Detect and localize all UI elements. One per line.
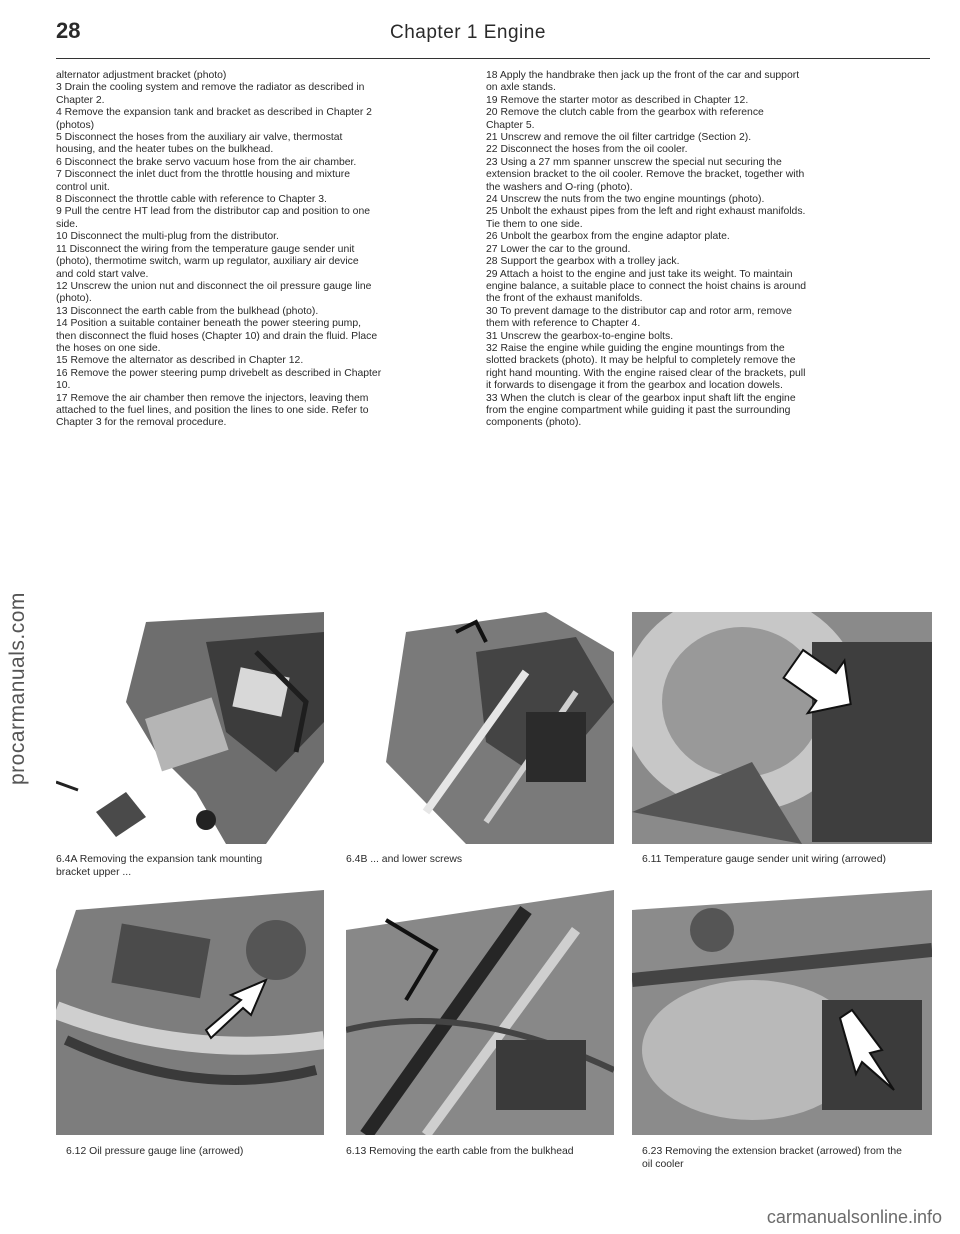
text-line: 10. bbox=[56, 380, 71, 392]
text-line: 3 Drain the cooling system and remove the radiator as described in bbox=[56, 82, 365, 94]
text-line: alternator adjustment bracket (photo) bbox=[56, 70, 227, 81]
text-line: control unit. bbox=[56, 181, 110, 193]
text-line: (photo), thermotime switch, warm up regulator, auxiliary air device bbox=[56, 256, 359, 268]
text-line: 31 Unscrew the gearbox-to-engine bolts. bbox=[486, 330, 674, 342]
text-line: 9 Pull the centre HT lead from the distributor cap and position to one bbox=[56, 206, 371, 218]
text-line: 4 Remove the expansion tank and bracket as described in Chapter 2 bbox=[56, 107, 372, 119]
header-rule bbox=[56, 58, 930, 59]
text-line: it forwards to disengage it from the gearbox and location dowels. bbox=[486, 380, 783, 392]
text-line: 11 Disconnect the wiring from the temperature gauge sender unit bbox=[56, 243, 355, 255]
text-line: 6 Disconnect the brake servo vacuum hose from the air chamber. bbox=[56, 156, 357, 168]
text-line: slotted brackets (photo). It may be helpful to completely remove the bbox=[486, 355, 796, 367]
text-line: 19 Remove the starter motor as described in Chapter 12. bbox=[486, 94, 749, 106]
text-line: Tie them to one side. bbox=[486, 218, 583, 230]
text-line: 14 Position a suitable container beneath the power steering pump, bbox=[56, 318, 361, 330]
text-line: Chapter 3 for the removal procedure. bbox=[56, 417, 227, 429]
text-line: 10 Disconnect the multi-plug from the distributor. bbox=[56, 231, 279, 243]
text-line: 29 Attach a hoist to the engine and just take its weight. To maintain bbox=[486, 268, 793, 280]
text-line: 22 Disconnect the hoses from the oil cooler. bbox=[486, 144, 688, 156]
chapter-title: Chapter 1 Engine bbox=[390, 22, 546, 43]
side-watermark-text: procarmanuals.com bbox=[6, 592, 29, 785]
text-line: 32 Raise the engine while guiding the engine mountings from the bbox=[486, 342, 785, 354]
text-line: 15 Remove the alternator as described in Chapter 12. bbox=[56, 355, 304, 367]
text-line: extension bracket to the oil cooler. Remove the bracket, together with bbox=[486, 169, 805, 181]
text-line: (photos) bbox=[56, 119, 95, 131]
text-line: 28 Support the gearbox with a trolley jack. bbox=[486, 256, 680, 268]
text-line: 16 Remove the power steering pump drivebelt as described in Chapter bbox=[56, 367, 382, 379]
side-watermark bbox=[0, 330, 34, 790]
text-line: 27 Lower the car to the ground. bbox=[486, 243, 631, 255]
text-line: the washers and O-ring (photo). bbox=[486, 181, 633, 193]
text-line: right hand mounting. With the engine raised clear of the brackets, pull bbox=[486, 367, 806, 379]
text-line: 17 Remove the air chamber then remove the injectors, leaving them bbox=[56, 392, 369, 404]
text-line: side. bbox=[56, 218, 78, 230]
text-line: 5 Disconnect the hoses from the auxiliary air valve, thermostat bbox=[56, 132, 343, 144]
text-line: 33 When the clutch is clear of the gearbox input shaft lift the engine bbox=[486, 392, 796, 404]
photo-6-11 bbox=[632, 612, 932, 844]
caption-6-23: 6.23 Removing the extension bracket (arrowed) from the oil cooler bbox=[642, 1146, 902, 1170]
text-line: 20 Remove the clutch cable from the gearbox with reference bbox=[486, 107, 764, 119]
text-line: on axle stands. bbox=[486, 82, 556, 94]
text-line: the hoses on one side. bbox=[56, 342, 161, 354]
text-line: 21 Unscrew and remove the oil filter cartridge (Section 2). bbox=[486, 132, 752, 144]
caption-6-13: 6.13 Removing the earth cable from the bulkhead bbox=[346, 1146, 574, 1157]
photo-6-23 bbox=[632, 890, 932, 1135]
text-line: them with reference to Chapter 4. bbox=[486, 318, 641, 330]
right-text-column bbox=[486, 70, 922, 430]
text-line: the front of the exhaust manifolds. bbox=[486, 293, 643, 305]
photo-6-4b bbox=[346, 612, 614, 844]
text-line: 13 Disconnect the earth cable from the bulkhead (photo). bbox=[56, 305, 319, 317]
caption-6-11: 6.11 Temperature gauge sender unit wiring (arrowed) bbox=[642, 854, 886, 865]
text-line: then disconnect the fluid hoses (Chapter 10) and drain the fluid. Place bbox=[56, 330, 378, 342]
caption-6-12: 6.12 Oil pressure gauge line (arrowed) bbox=[66, 1146, 244, 1157]
text-line: 26 Unbolt the gearbox from the engine adaptor plate. bbox=[486, 231, 730, 243]
text-line: 30 To prevent damage to the distributor cap and rotor arm, remove bbox=[486, 305, 792, 317]
text-line: housing, and the heater tubes on the bulkhead. bbox=[56, 144, 274, 156]
caption-6-4a: 6.4A Removing the expansion tank mounting bracket upper ... bbox=[56, 854, 263, 878]
text-line: 12 Unscrew the union nut and disconnect the oil pressure gauge line bbox=[56, 280, 372, 292]
text-line: 8 Disconnect the throttle cable with reference to Chapter 3. bbox=[56, 194, 327, 206]
page-number: 28 bbox=[56, 18, 81, 43]
text-line: Chapter 2. bbox=[56, 94, 105, 106]
caption-6-4b: 6.4B ... and lower screws bbox=[346, 854, 463, 865]
photo-6-12 bbox=[56, 890, 324, 1135]
bottom-watermark: carmanualsonline.info bbox=[766, 1207, 942, 1227]
left-text-column bbox=[56, 70, 466, 430]
text-line: (photo). bbox=[56, 293, 92, 305]
text-line: 23 Using a 27 mm spanner unscrew the special nut securing the bbox=[486, 156, 782, 168]
text-line: from the engine compartment while guiding it past the surrounding bbox=[486, 404, 791, 416]
text-line: 7 Disconnect the inlet duct from the throttle housing and mixture bbox=[56, 169, 350, 181]
text-line: components (photo). bbox=[486, 417, 582, 429]
photo-6-4a bbox=[56, 612, 324, 844]
text-line: engine balance, a suitable place to connect the hoist chains is around bbox=[486, 280, 807, 292]
text-line: Chapter 5. bbox=[486, 119, 535, 131]
text-line: attached to the fuel lines, and position the lines to one side. Refer to bbox=[56, 404, 369, 416]
text-line: 24 Unscrew the nuts from the two engine mountings (photo). bbox=[486, 194, 765, 206]
text-line: 18 Apply the handbrake then jack up the front of the car and support bbox=[486, 70, 800, 81]
photo-6-13 bbox=[346, 890, 614, 1135]
text-line: and cold start valve. bbox=[56, 268, 149, 280]
text-line: 25 Unbolt the exhaust pipes from the left and right exhaust manifolds. bbox=[486, 206, 806, 218]
